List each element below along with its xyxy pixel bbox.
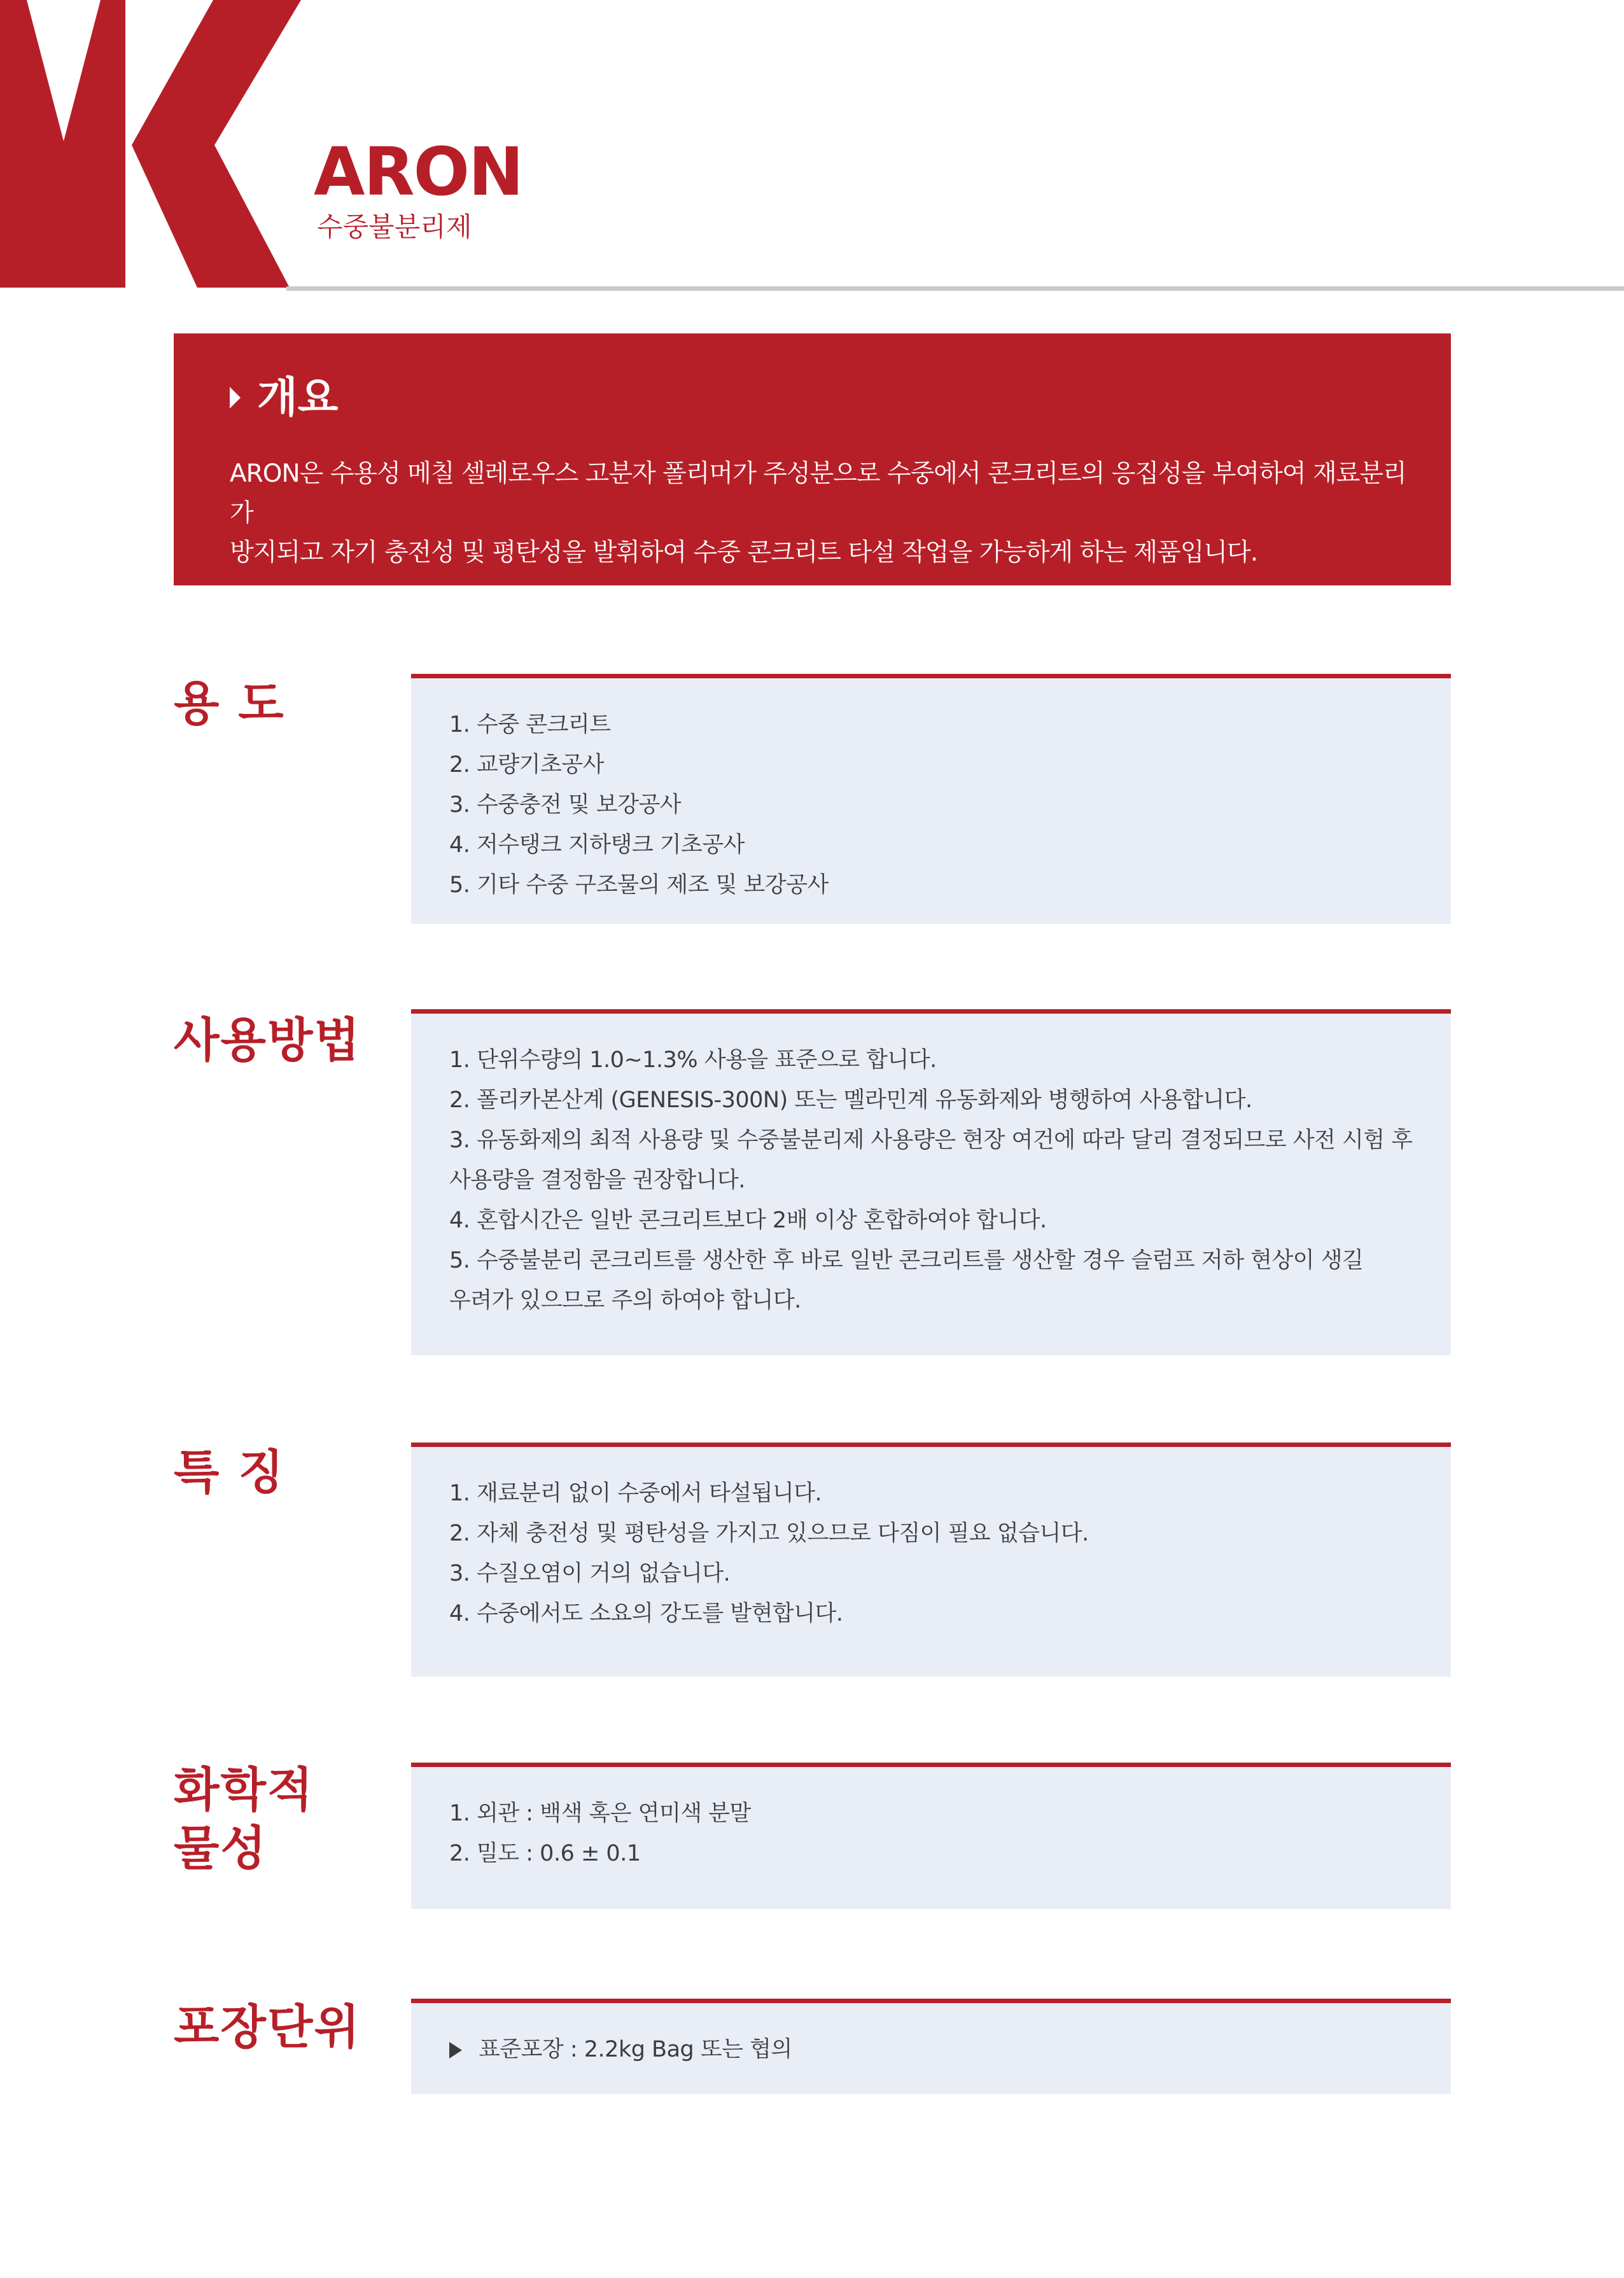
method-panel — [411, 1009, 1451, 1355]
list-item: 2. 교량기초공사 — [449, 752, 604, 778]
list-item: 4. 수중에서도 소요의 강도를 발현합니다. — [449, 1601, 843, 1626]
overview-line: ARON은 수용성 메칠 셀레로우스 고분자 폴리머가 주성분으로 수중에서 콘크리트의 응집성을 부여하여 재료분리가 — [230, 459, 1406, 528]
company-logo — [0, 0, 305, 288]
packaging-list — [449, 2030, 1429, 2070]
usage-list — [449, 705, 1429, 905]
triangle-bullet-icon — [230, 387, 241, 409]
overview-box — [174, 333, 1451, 585]
method-list — [449, 1040, 1429, 1321]
list-item — [449, 2030, 1429, 2070]
packaging-panel — [411, 1999, 1451, 2094]
chemical-panel — [411, 1763, 1451, 1909]
triangle-bullet-icon — [449, 2042, 462, 2058]
chemical-heading — [174, 1761, 314, 1878]
list-item: 1. 외관 : 백색 혹은 연미색 분말 — [449, 1801, 751, 1826]
logo-k-arm — [132, 0, 301, 288]
product-subtitle: 수중불분리제 — [317, 211, 472, 242]
usage-heading: 용 도 — [174, 676, 285, 731]
list-item-continuation: 사용량을 결정함을 권장합니다. — [449, 1168, 745, 1193]
chemical-heading-line: 물성 — [174, 1821, 267, 1876]
list-item-continuation: 우려가 있으므로 주의 하여야 합니다. — [449, 1288, 801, 1313]
features-list — [449, 1474, 1429, 1634]
overview-text — [230, 454, 1426, 573]
overview-line: 방지되고 자기 충전성 및 평탄성을 발휘하여 수중 콘크리트 타설 작업을 가능하게 하는 제품입니다. — [230, 538, 1258, 567]
header-divider — [286, 286, 1624, 291]
chemical-list — [449, 1794, 1429, 1874]
overview-heading — [230, 375, 339, 420]
overview-title: 개요 — [257, 373, 339, 422]
list-item: 5. 기타 수중 구조물의 제조 및 보강공사 — [449, 872, 829, 898]
method-heading: 사용방법 — [174, 1013, 361, 1068]
list-item: 3. 수질오염이 거의 없습니다. — [449, 1561, 731, 1586]
list-item: 4. 저수탱크 지하탱크 기초공사 — [449, 832, 745, 858]
list-item: 1. 수중 콘크리트 — [449, 712, 611, 737]
features-heading: 특 징 — [174, 1445, 285, 1500]
list-item: 1. 단위수량의 1.0~1.3% 사용을 표준으로 합니다. — [449, 1047, 937, 1073]
features-panel — [411, 1443, 1451, 1677]
chemical-heading-line: 화학적 — [174, 1763, 314, 1817]
packaging-heading: 포장단위 — [174, 2000, 361, 2055]
list-item: 4. 혼합시간은 일반 콘크리트보다 2배 이상 혼합하여야 합니다. — [449, 1208, 1047, 1233]
list-item: 3. 유동화제의 최적 사용량 및 수중불분리제 사용량은 현장 여건에 따라 달리 결정되므로 사전 시험 후 — [449, 1128, 1413, 1153]
packaging-text: 표준포장 : 2.2kg Bag 또는 협의 — [479, 2037, 792, 2062]
list-item: 2. 폴리카본산계 (GENESIS-300N) 또는 멜라민계 유동화제와 병행하여 사용합니다. — [449, 1087, 1252, 1113]
list-item: 3. 수중충전 및 보강공사 — [449, 792, 682, 818]
list-item: 1. 재료분리 없이 수중에서 타설됩니다. — [449, 1481, 822, 1506]
list-item: 2. 자체 충전성 및 평탄성을 가지고 있으므로 다짐이 필요 없습니다. — [449, 1521, 1089, 1546]
list-item: 2. 밀도 : 0.6 ± 0.1 — [449, 1841, 641, 1866]
usage-panel — [411, 674, 1451, 924]
product-name: ARON — [314, 133, 523, 211]
list-item: 5. 수중불분리 콘크리트를 생산한 후 바로 일반 콘크리트를 생산할 경우 슬럼프 저하 현상이 생길 — [449, 1248, 1364, 1273]
